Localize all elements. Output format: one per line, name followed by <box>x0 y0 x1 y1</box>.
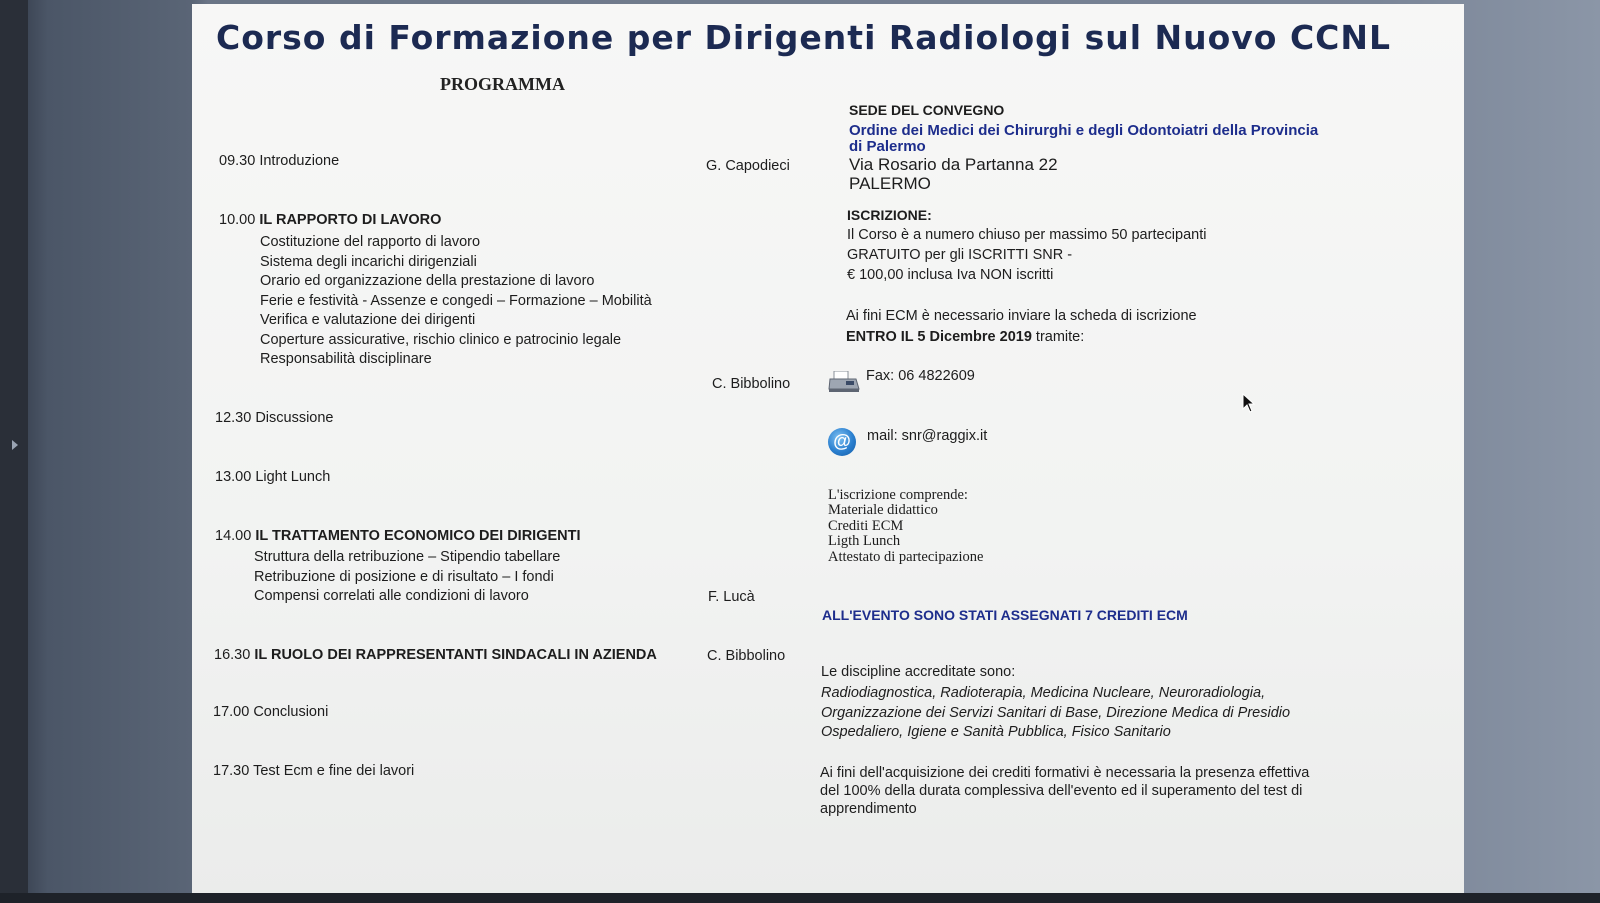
list-item: Costituzione del rapporto di lavoro <box>260 234 481 250</box>
list-item: Compensi correlati alle condizioni di lavoro <box>254 588 529 604</box>
ecm-note: Ai fini ECM è necessario inviare la scheda di iscrizione <box>846 308 1197 324</box>
list-item: Crediti ECM <box>828 517 904 534</box>
agenda-label: IL RUOLO DEI RAPPRESENTANTI SINDACALI IN AZIENDA <box>254 647 657 663</box>
agenda-time: 12.30 <box>215 410 252 426</box>
agenda-intro <box>219 153 339 169</box>
list-item: Ferie e festività - Assenze e congedi – Formazione – Mobilità <box>260 292 652 309</box>
sede-heading: SEDE DEL CONVEGNO <box>849 102 1005 118</box>
agenda-time: 09.30 <box>219 153 256 169</box>
agenda-lunch <box>215 469 330 485</box>
agenda-label: Test Ecm e fine dei lavori <box>253 763 415 779</box>
agenda-label: IL RAPPORTO DI LAVORO <box>259 212 442 228</box>
list-item: Struttura della retribuzione – Stipendio tabellare <box>254 549 561 565</box>
list-item: Materiale didattico <box>828 502 938 518</box>
sede-org-line2: di Palermo <box>849 138 926 155</box>
agenda-conclusioni <box>213 704 328 720</box>
discipline-line: Radiodiagnostica, Radioterapia, Medicina Nucleare, Neuroradiologia, <box>821 685 1266 701</box>
discipline-heading: Le discipline accreditate sono: <box>821 664 1016 680</box>
mouse-cursor-icon <box>1242 393 1256 413</box>
list-item: Retribuzione di posizione e di risultato – I fondi <box>254 568 554 585</box>
comprende-list <box>828 503 983 565</box>
expand-arrow-icon[interactable] <box>12 440 18 450</box>
list-item: Orario ed organizzazione della prestazione di lavoro <box>260 273 595 289</box>
agenda-label: Conclusioni <box>253 704 329 720</box>
comprende-heading: L'iscrizione comprende: <box>828 487 968 503</box>
discipline-line: Ospedaliero, Igiene e Sanità Pubblica, Fisico Sanitario <box>821 724 1171 740</box>
rapporto-items <box>260 233 652 370</box>
deadline <box>846 329 1084 345</box>
agenda-label: Light Lunch <box>255 469 331 485</box>
fax-number: Fax: 06 4822609 <box>866 368 975 384</box>
speaker-bibbolino: C. Bibbolino <box>712 376 791 392</box>
acquisizione-note <box>820 764 1309 818</box>
trattamento-items <box>254 548 560 607</box>
sede-org-line1: Ordine dei Medici dei Chirurghi e degli Odontoiatri della Provincia <box>849 122 1319 139</box>
document-page <box>192 4 1464 897</box>
agenda-test <box>213 763 414 779</box>
iscrizione-line2: GRATUITO per gli ISCRITTI SNR - <box>847 247 1073 263</box>
iscrizione-line3: € 100,00 inclusa Iva NON iscritti <box>847 267 1054 283</box>
list-item: Sistema degli incarichi dirigenziali <box>260 253 477 270</box>
page-title: Corso di Formazione per Dirigenti Radiologi sul Nuovo CCNL <box>216 18 1392 57</box>
sede-address: Via Rosario da Partanna 22 <box>849 155 1058 174</box>
note-line: Ai fini dell'acquisizione dei crediti formativi è necessaria la presenza effettiva <box>820 765 1310 781</box>
deadline-date: ENTRO IL 5 Dicembre 2019 <box>846 329 1032 345</box>
deadline-tail: tramite: <box>1031 329 1085 345</box>
screen-bottom-bar <box>0 893 1600 903</box>
list-item: Verifica e valutazione dei dirigenti <box>260 312 476 328</box>
sede-city: PALERMO <box>849 174 931 193</box>
iscrizione-heading: ISCRIZIONE: <box>847 207 932 223</box>
list-item: Attestato di partecipazione <box>828 548 984 565</box>
agenda-time: 10.00 <box>219 212 256 228</box>
crediti-banner: ALL'EVENTO SONO STATI ASSEGNATI 7 CREDITI ECM <box>822 607 1188 623</box>
list-item: Coperture assicurative, rischio clinico e patrocinio legale <box>260 331 622 348</box>
monitor-bezel <box>0 0 28 903</box>
agenda-label: IL TRATTAMENTO ECONOMICO DEI DIRIGENTI <box>255 528 581 544</box>
agenda-time: 17.30 <box>213 763 250 779</box>
email-at-icon: @ <box>828 428 856 456</box>
agenda-time: 17.00 <box>213 704 250 720</box>
agenda-time: 14.00 <box>215 528 252 544</box>
note-line: apprendimento <box>820 801 917 817</box>
agenda-label: Introduzione <box>259 153 340 169</box>
note-line: del 100% della durata complessiva dell'evento ed il superamento del test di <box>820 783 1303 799</box>
agenda-ruolo <box>214 647 657 663</box>
agenda-time: 16.30 <box>214 647 251 663</box>
agenda-discussione <box>215 410 334 426</box>
list-item: Responsabilità disciplinare <box>260 351 432 367</box>
discipline-list <box>821 684 1290 743</box>
list-item: Ligth Lunch <box>828 533 901 549</box>
discipline-line: Organizzazione dei Servizi Sanitari di Base, Direzione Medica di Presidio <box>821 704 1291 721</box>
fax-icon <box>828 371 860 393</box>
speaker-luca: F. Lucà <box>708 589 755 605</box>
agenda-rapporto <box>219 212 441 228</box>
speaker-bibbolino-2: C. Bibbolino <box>707 648 786 664</box>
programma-heading: PROGRAMMA <box>440 74 565 94</box>
agenda-trattamento <box>215 528 581 544</box>
agenda-label: Discussione <box>255 410 334 426</box>
iscrizione-line1: Il Corso è a numero chiuso per massimo 50 partecipanti <box>847 227 1207 243</box>
agenda-time: 13.00 <box>215 469 252 485</box>
mail-address[interactable]: mail: snr@raggix.it <box>867 428 988 444</box>
speaker-capodieci: G. Capodieci <box>706 158 790 174</box>
